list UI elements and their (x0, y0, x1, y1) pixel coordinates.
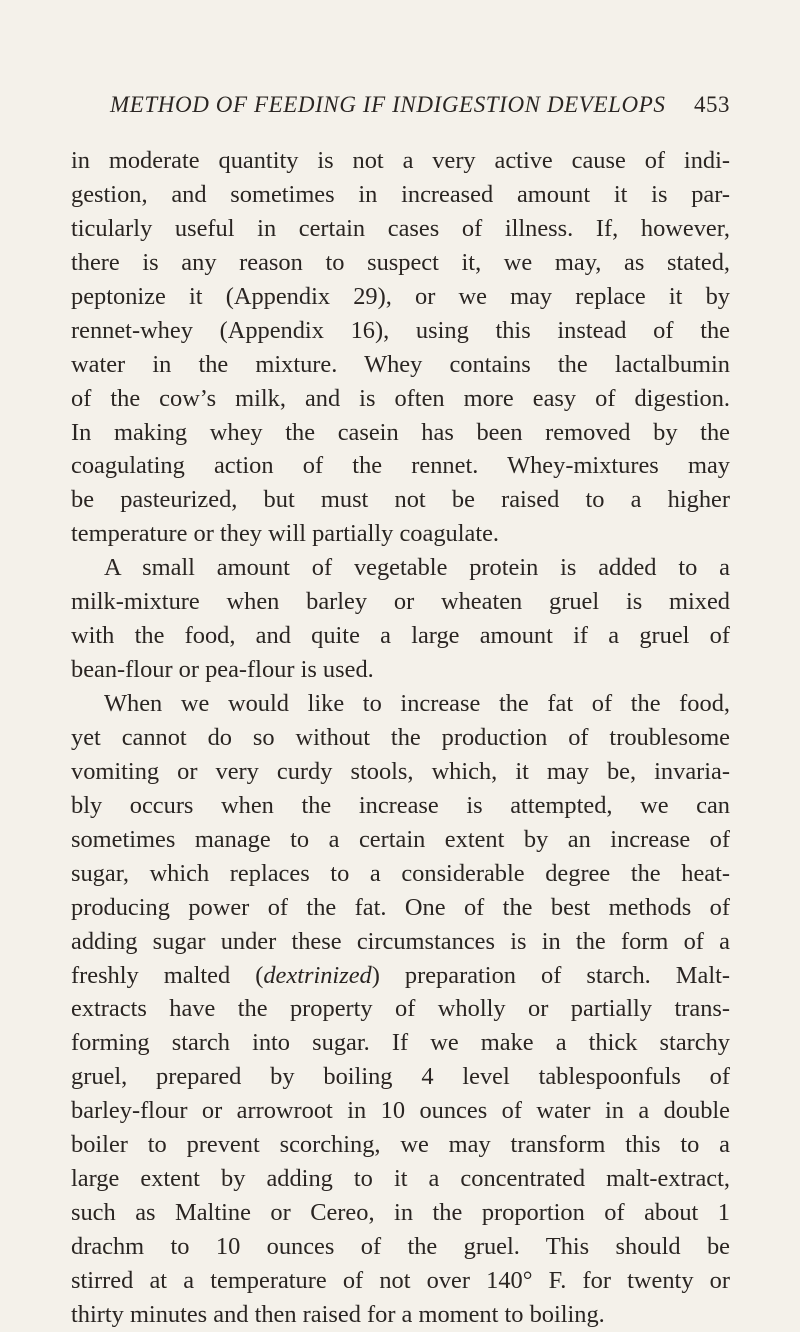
text-line: ticularly useful in certain cases of illness. If, however, (71, 214, 730, 242)
text-line: In making whey the casein has been removed by the (71, 418, 730, 446)
text-line: thirty minutes and then raised for a moment to boiling. (71, 1300, 605, 1328)
text-line: extracts have the property of wholly or partially trans- (71, 995, 730, 1023)
text-line: gestion, and sometimes in increased amount it is par- (71, 180, 730, 208)
text-line: drachm to 10 ounces of the gruel. This should be (71, 1233, 730, 1260)
text-line: forming starch into sugar. If we make a thick starchy (71, 1029, 730, 1057)
text-line: be pasteurized, but must not be raised to a higher (71, 486, 730, 514)
text-line: bean-flour or pea-flour is used. (71, 656, 374, 684)
text-line: in moderate quantity is not a very active cause of indi- (71, 147, 730, 174)
text-line: A small amount of vegetable protein is added to a (104, 554, 730, 582)
running-title: METHOD OF FEEDING IF INDIGESTION DEVELOPS (110, 92, 666, 117)
text-line: barley-flour or arrowroot in 10 ounces of water in a double (71, 1097, 730, 1125)
italic-term: dextrinized (263, 961, 372, 989)
text-line: yet cannot do so without the production of troublesome (71, 723, 730, 751)
text-line: sugar, which replaces to a considerable degree the heat- (71, 859, 730, 887)
text-line: of the cow’s milk, and is often more easy of digestion. (71, 384, 730, 412)
text-line: milk-mixture when barley or wheaten gruel is mixed (71, 588, 730, 616)
text-line: gruel, prepared by boiling 4 level tablespoonfuls of (71, 1063, 730, 1091)
text-line: stirred at a temperature of not over 140° F. for twenty or (71, 1266, 730, 1294)
text-line: peptonize it (Appendix 29), or we may replace it by (71, 282, 730, 310)
text-line: producing power of the fat. One of the best methods of (71, 893, 730, 921)
text-line: large extent by adding to it a concentrated malt-extract, (71, 1165, 730, 1193)
body-text (71, 144, 730, 1332)
text-line: with the food, and quite a large amount if a gruel of (71, 622, 730, 650)
text-line: adding sugar under these circumstances is in the form of a (71, 927, 730, 955)
running-head (110, 92, 730, 122)
text-line: coagulating action of the rennet. Whey-mixtures may (71, 452, 730, 480)
text-line: sometimes manage to a certain extent by an increase of (71, 825, 730, 853)
text-line: water in the mixture. Whey contains the lactalbumin (71, 350, 730, 378)
text-line: freshly malted (dextrinized) preparation of starch. Malt- (71, 961, 730, 989)
text-line: such as Maltine or Cereo, in the proportion of about 1 (71, 1199, 730, 1227)
text-line: boiler to prevent scorching, we may transform this to a (71, 1131, 730, 1159)
text-line: there is any reason to suspect it, we may, as stated, (71, 248, 730, 276)
text-line: vomiting or very curdy stools, which, it may be, invaria- (71, 757, 730, 785)
text-line: rennet-whey (Appendix 16), using this instead of the (71, 316, 730, 344)
text-line: temperature or they will partially coagulate. (71, 520, 500, 548)
text-line: When we would like to increase the fat of the food, (104, 690, 730, 717)
page-number: 453 (694, 92, 730, 117)
text-line: bly occurs when the increase is attempted, we can (71, 791, 730, 819)
